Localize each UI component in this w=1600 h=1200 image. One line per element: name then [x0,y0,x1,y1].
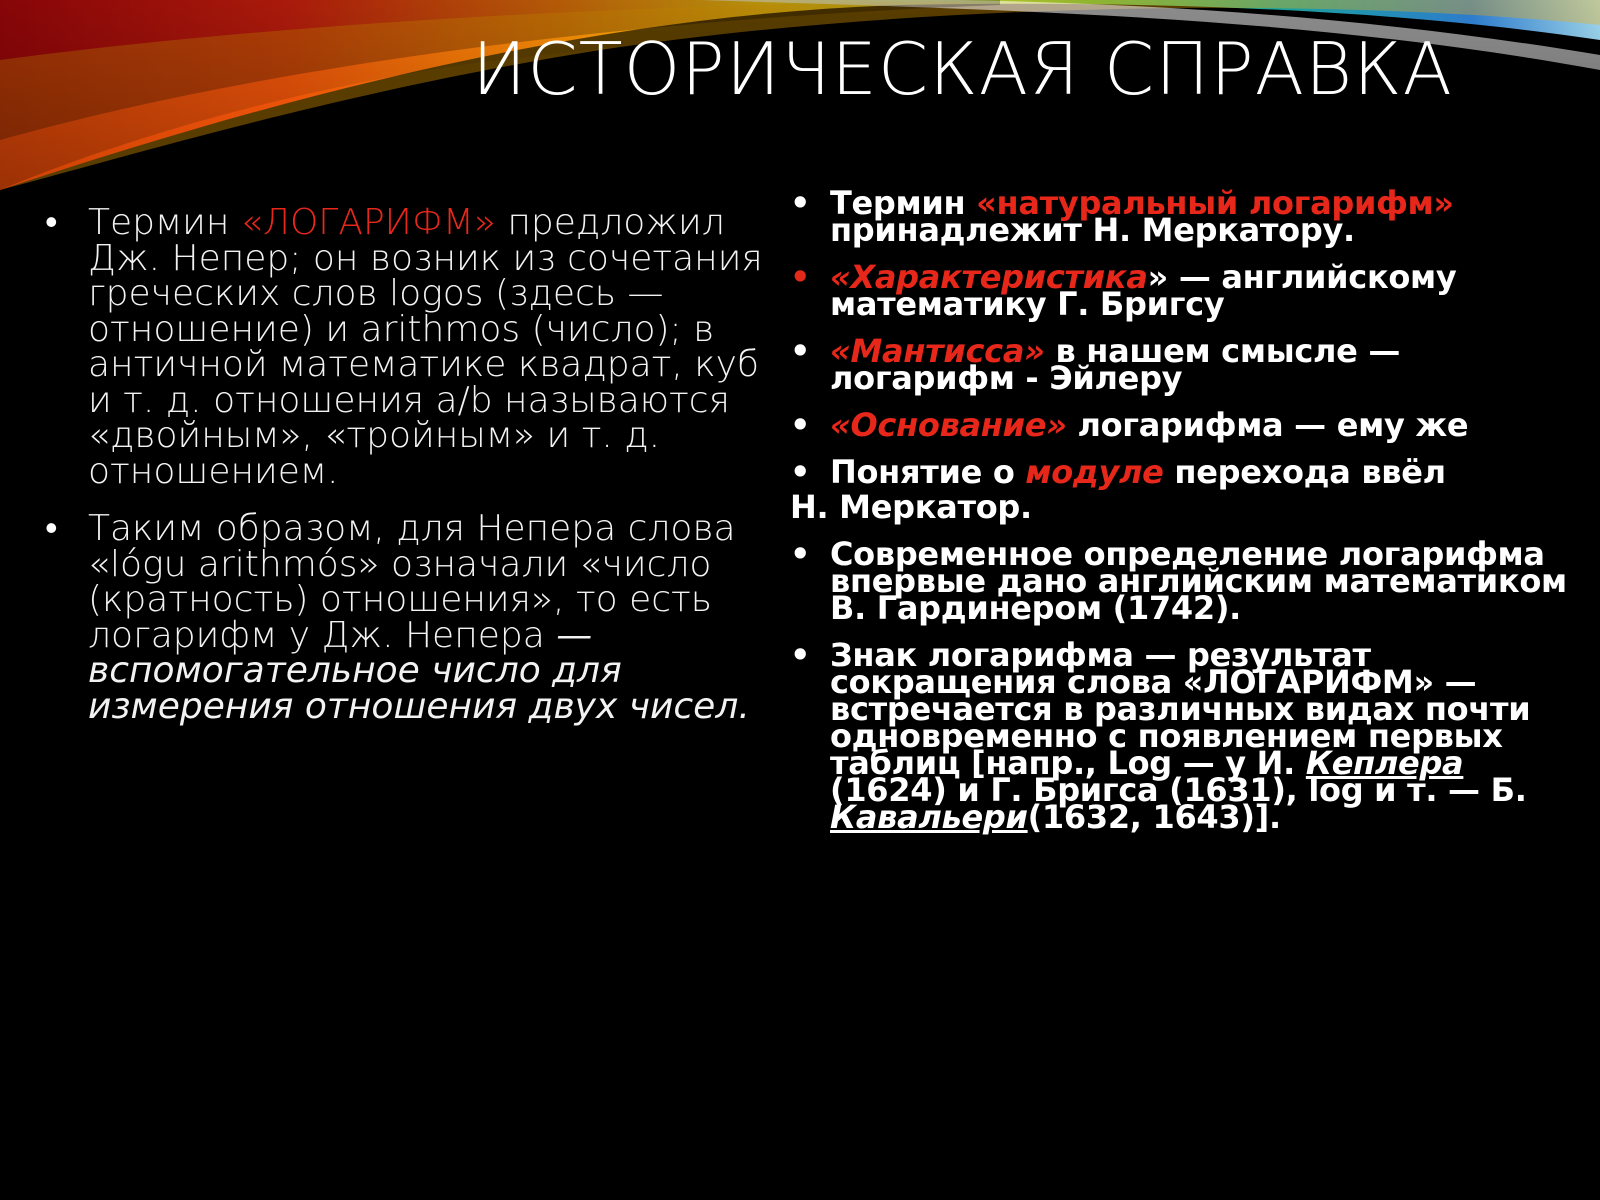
right-bullet-base [790,406,1580,444]
text: предложил Дж. Непер; он возник из сочетания греческих слов logos (здесь — отношение) и arithmos (число); в античной математике квадрат, куб и т. д. отношения a/b называются «двойным», «тройным» и т. д. отношением. [88,202,763,492]
text: » — английскому математику Г. Бригсу [830,258,1457,323]
right-bullet-modulus [790,453,1580,491]
highlight-mantissa: «Мантисса» [830,332,1045,370]
right-bullet-natural-logarithm [790,184,1580,249]
text: Термин [88,202,241,243]
left-bullet-napier-meaning [45,508,785,727]
text: перехода ввёл [1163,453,1446,491]
right-bullet-mantissa [790,332,1580,397]
link-cavalieri[interactable]: Кавальери [830,798,1028,836]
highlight-logarithm: «ЛОГАРИФМ» [240,202,496,243]
right-text-mercator: Н. Меркатор. [790,488,1032,526]
text: Понятие о [830,453,1026,491]
right-bullet-characteristic [790,258,1580,323]
text: логарифма — ему же [1066,406,1469,444]
highlight-characteristic: «Характеристика [830,258,1148,296]
highlight-natural-logarithm: «натуральный логарифм» [976,184,1454,222]
text: принадлежит Н. Меркатору. [830,211,1355,249]
text: (1632, 1643)]. [1027,798,1281,836]
right-bullet-log-sign [790,636,1580,836]
right-column [790,184,1580,851]
highlight-modulus: модуле [1025,453,1164,491]
text: (1624) и Г. Бригса (1631), log и т. — Б. [830,771,1527,809]
text: Знак логарифма — результат сокращения слова «ЛОГАРИФМ» — встречается в различных видах почти одновременно с появлением первых таблиц [напр., Log — у И. [830,636,1531,782]
link-kepler[interactable]: Кеплера [1305,744,1464,782]
left-bullet-term-logarithm [45,202,785,492]
italic-definition: — вспомогательное число для измерения отношения двух чисел. [88,614,750,727]
text: Современное определение логарифма впервые дано английским математиком В. Гардинером (1742). [830,535,1567,627]
text: в нашем смысле — логарифм - Эйлеру [830,332,1401,397]
slide-title: ИСТОРИЧЕСКАЯ СПРАВКА [472,27,1453,111]
highlight-base: «Основание» [830,406,1067,444]
right-bullet-modern-definition [790,535,1580,627]
left-column [45,202,785,746]
text: Термин [830,184,977,222]
text: Таким образом, для Непера слова «lógu arithmós» означали «число (кратность) отношения», то есть логарифм у Дж. Непера [88,508,736,656]
